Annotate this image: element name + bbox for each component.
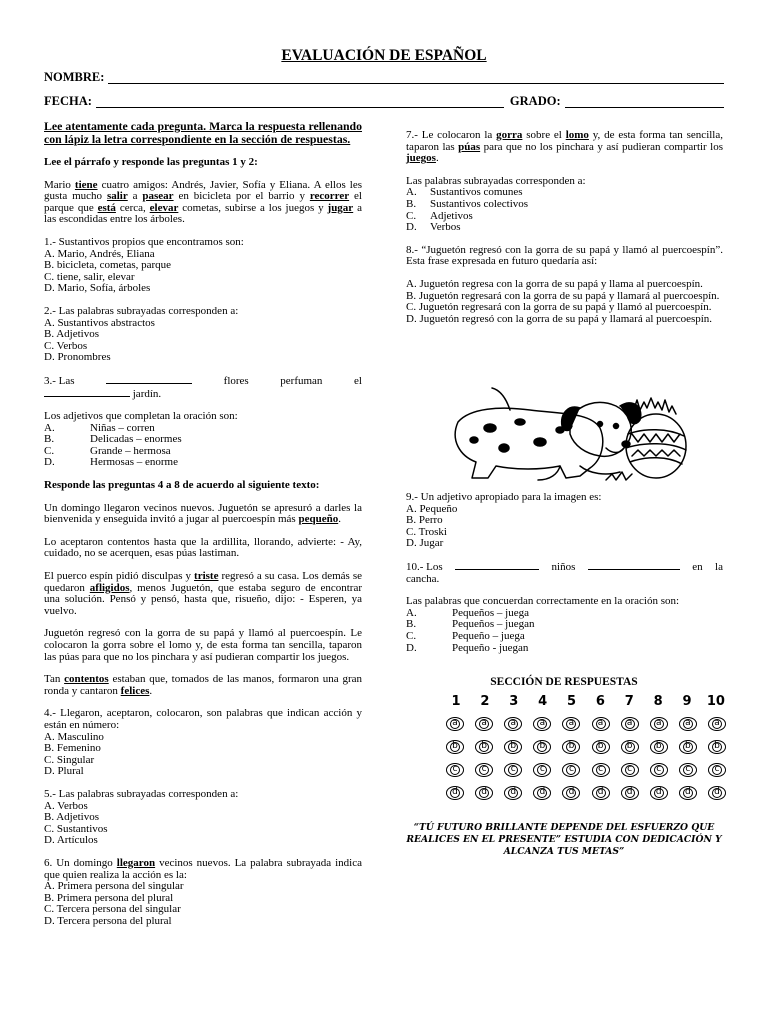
answer-bubble[interactable] xyxy=(446,717,464,731)
answer-row-d xyxy=(442,786,732,800)
answer-bubble[interactable] xyxy=(475,717,493,731)
q9-option: A. Pequeño xyxy=(406,502,458,515)
q7-option: B. Sustantivos colectivos xyxy=(406,197,529,210)
q10-stem: Las palabras que concuerdan correctamente en la oración son: xyxy=(406,595,680,608)
question-number: 10 xyxy=(706,694,725,709)
answer-bubble-letter: c xyxy=(537,765,547,775)
answer-bubble-letter: a xyxy=(625,719,635,729)
answer-bubble[interactable] xyxy=(446,786,464,800)
instructions: Lee atentamente cada pregunta. Marca la respuesta rellenando con lápiz la letra correspondiente en la sección de respuestas. xyxy=(44,119,362,146)
q1-option: B. bicicleta, cometas, parque xyxy=(44,259,172,272)
paragraph1: Mario tiene cuatro amigos: Andrés, Javier, Sofía y Eliana. A ellos les gusta mucho salir a pasear en bicicleta por el barrio y recorrer el parque que está cerca, elevar cometas, subirse a los juegos y jugar a las escondidas entre los árboles. xyxy=(44,178,362,226)
story-paragraph: El puerco espín pidió disculpas y triste regresó a su casa. Los demás se quedaron afligidos, menos Juguetón, que estaba seguro de encontrar una solución. Pensó y pensó, hasta que, risueño, dijo: - Esperen, ya vuelvo. xyxy=(44,570,362,617)
answer-bubble-letter: b xyxy=(537,742,547,752)
q10-option: B. Pequeños – juegan xyxy=(406,618,535,631)
q1-option: D. Mario, Sofía, árboles xyxy=(44,282,151,295)
answer-bubble-letter: d xyxy=(683,788,693,798)
q3-stem: Los adjetivos que completan la oración son: xyxy=(44,410,238,423)
answer-bubble-letter: b xyxy=(450,742,460,752)
answer-bubble[interactable] xyxy=(679,763,697,777)
q5-option: C. Sustantivos xyxy=(44,822,108,835)
answer-bubble[interactable] xyxy=(592,717,610,731)
q3-blank-2[interactable] xyxy=(44,388,130,397)
answer-row-b xyxy=(442,740,732,754)
q6-option: C. Tercera persona del singular xyxy=(44,903,181,916)
q1-option: A. Mario, Andrés, Eliana xyxy=(44,247,155,260)
answer-bubble-letter: b xyxy=(712,742,722,752)
q3-option: B. Delicadas – enormes xyxy=(44,433,182,446)
left-column: Lee atentamente cada pregunta. Marca la respuesta rellenando con lápiz la letra correspondiente en la sección de respuestas. Lee el párrafo y responde las preguntas 1 y 2: Mario tiene cuatro amigos: Andrés, Javier, Sofía y Eliana. A ellos les gusta mucho salir a pasear en bicicleta por el barrio y recorrer el parque que está cerca, elevar cometas, subirse a los juegos y jugar a las escondidas entre los árboles. 1.- Sustantivos propios que encontramos son: A. Mario, Andrés, Eliana B. bicicleta, cometas, parque C. tiene, salir, elevar D. Mario, Sofía, árboles 2.- Las palabras subrayadas corresponden a: A. Sustantivos abstractos B. Adjetivos C. Verbos D. Pronombres 3.- Las flores perfuman el jardín. Los adjetivos que completan la oración son: A. Niñas – corren B. Delicadas – enormes C. Grande – hermosa D. Hermosas – enorme Responde las preguntas 4 a 8 de acuerdo al siguiente texto: Un domingo llegaron vecinos nuevos. Juguetón se apresuró a darles la bienvenida y enseguida invitó a jugar al puercoespín más pequeño. Lo aceptaron contentos hasta que la ardillita, llorando, advierte: - Ay, cuidado, no se acerquen, esas púas lastiman. El puerco espín pidió disculpas y triste regresó a su casa. Los demás se quedaron afligidos, menos Juguetón, que estaba seguro de encontrar una solución. Pensó y pensó, hasta que, risueño, dijo: - Esperen, ya vuelvo. Juguetón regresó con la gorra de su papá y llamó al puercoespín. Le colocaron la gorra sobre el lomo y, de esta forma tan sencilla, taparon las púas para que no los pinchara y así pudieran compartir los juegos. Tan contentos estaban que, tomados de las manos, formaron una gran ronda y cantaron felices. 4.- Llegaron, aceptaron, colocaron, son palabras que indican acción y están en número: A. Masculino B. Femenino C. Singular D. Plural 5.- Las palabras subrayadas corresponden a: A. Verbos B. Adjetivos C. Sustantivos D. Artículos 6. Un domingo llegaron vecinos nuevos. La palabra subrayada indica que quien realiza la acción es la: A. Primera persona del singular B. Primera persona del plural C. Tercera persona del singular D. Tercera persona del plural xyxy=(44,119,363,927)
answer-bubble-letter: c xyxy=(566,765,576,775)
answer-bubble-letter: c xyxy=(712,765,722,775)
answer-bubble-letter: a xyxy=(450,719,460,729)
answer-bubble-letter: a xyxy=(712,719,722,729)
q10-sentence-end: cancha. xyxy=(406,572,440,585)
answer-bubble-letter: a xyxy=(508,719,518,729)
question-number: 4 xyxy=(538,694,548,709)
answer-bubble-letter: c xyxy=(654,765,664,775)
q10-sentence: 10.- Los niños en la xyxy=(406,560,723,573)
q3-option: C. Grande – hermosa xyxy=(44,444,171,457)
answer-bubble[interactable] xyxy=(592,740,610,754)
q3-option: D. Hermosas – enorme xyxy=(44,456,178,469)
answer-bubble[interactable] xyxy=(592,763,610,777)
q10-blank-1[interactable] xyxy=(455,561,539,570)
q4-option: A. Masculino xyxy=(44,730,104,743)
date-label: FECHA: xyxy=(44,94,92,108)
q4-stem: 4.- Llegaron, aceptaron, colocaron, son palabras que indican acción y están en número: xyxy=(44,707,362,731)
q8-option: D. Juguetón regresó con la gorra de su papá y llamará al puercoespín. xyxy=(406,312,713,325)
q8-option: C. Juguetón regresará con la gorra de su papá y llamó al puercoespín. xyxy=(406,301,712,314)
answer-bubble-letter: b xyxy=(625,742,635,752)
answer-bubble[interactable] xyxy=(562,740,580,754)
answer-bubble-letter: a xyxy=(596,719,606,729)
page-title: EVALUACIÓN DE ESPAÑOL xyxy=(281,47,487,64)
q8-option: B. Juguetón regresará con la gorra de su papá y llamará al puercoespín. xyxy=(406,289,720,302)
answer-bubble-letter: d xyxy=(508,788,518,798)
q10-blank-2[interactable] xyxy=(588,561,680,570)
answer-bubble-letter: a xyxy=(479,719,489,729)
answer-bubble[interactable] xyxy=(650,740,668,754)
answer-bubble-letter: b xyxy=(479,742,489,752)
question-number: 5 xyxy=(566,694,577,709)
answer-bubble[interactable] xyxy=(562,763,580,777)
answer-bubble[interactable] xyxy=(446,740,464,754)
q7-substem: Las palabras subrayadas corresponden a: xyxy=(406,174,586,187)
q2-option: C. Verbos xyxy=(44,339,88,352)
q10-option: C. Pequeño – juega xyxy=(406,629,525,642)
answers-title: SECCIÓN DE RESPUESTAS xyxy=(490,676,638,688)
name-label: NOMBRE: xyxy=(44,70,105,84)
answer-bubble-letter: c xyxy=(625,765,635,775)
answer-bubble[interactable] xyxy=(533,763,551,777)
answer-bubble-letter: d xyxy=(596,788,606,798)
q7-option: A. Sustantivos comunes xyxy=(406,186,523,199)
q2-option: D. Pronombres xyxy=(44,351,111,364)
q8-stem: 8.- “Juguetón regresó con la gorra de su papá y llamó al puercoespín”. Esta frase expresada en futuro quedaría así: xyxy=(406,243,723,268)
q6-option: A. Primera persona del singular xyxy=(44,880,184,893)
answer-bubble[interactable] xyxy=(708,786,726,800)
answer-bubble[interactable] xyxy=(679,717,697,731)
answer-bubble-letter: c xyxy=(479,765,489,775)
q5-option: A. Verbos xyxy=(44,799,88,812)
name-field xyxy=(44,72,724,84)
q9-option: C. Troski xyxy=(406,525,447,538)
answer-bubble[interactable] xyxy=(679,786,697,800)
q9-option: D. Jugar xyxy=(406,537,444,550)
q1-option: C. tiene, salir, elevar xyxy=(44,270,135,283)
q6-option: B. Primera persona del plural xyxy=(44,891,174,904)
answer-bubble-letter: c xyxy=(508,765,518,775)
answer-bubble-letter: c xyxy=(450,765,460,775)
answer-bubble-letter: d xyxy=(450,788,460,798)
answer-row-c xyxy=(442,763,732,777)
q7-option: D. Verbos xyxy=(406,221,461,234)
story-paragraph: Lo aceptaron contentos hasta que la ardillita, llorando, advierte: - Ay, cuidado, no se acerquen, esas púas lastiman. xyxy=(44,535,362,560)
answer-bubble[interactable] xyxy=(475,786,493,800)
answer-bubble[interactable] xyxy=(533,786,551,800)
puppy-illustration xyxy=(430,386,692,486)
q4-option: C. Singular xyxy=(44,753,95,766)
answer-bubble[interactable] xyxy=(708,763,726,777)
answer-bubble-letter: a xyxy=(654,719,664,729)
answer-bubble[interactable] xyxy=(475,740,493,754)
answer-bubble-letter: c xyxy=(683,765,693,775)
answer-bubble[interactable] xyxy=(650,717,668,731)
question-number: 6 xyxy=(595,694,605,709)
answer-bubble-letter: b xyxy=(654,742,664,752)
answer-bubble[interactable] xyxy=(533,717,551,731)
answer-bubble-letter: b xyxy=(566,742,576,752)
grade-line[interactable] xyxy=(565,97,724,108)
q4-option: D. Plural xyxy=(44,765,84,778)
grade-label: GRADO: xyxy=(509,94,561,108)
answer-bubble[interactable] xyxy=(650,763,668,777)
paragraph2-heading: Responde las preguntas 4 a 8 de acuerdo al siguiente texto: xyxy=(44,479,320,492)
q10-option: D. Pequeño - juegan xyxy=(406,641,529,654)
q6-option: D. Tercera persona del plural xyxy=(44,914,172,927)
answer-bubble-letter: d xyxy=(537,788,547,798)
answer-bubble[interactable] xyxy=(562,786,580,800)
answer-bubble[interactable] xyxy=(504,763,522,777)
right-column xyxy=(406,130,723,325)
story-paragraph: Juguetón regresó con la gorra de su papá y llamó al puercoespín. Le colocaron la gorra sobre el lomo y, de esta forma tan sencilla, taparon las púas para que no los pinchara y así pudieran compartir los juegos. xyxy=(44,627,362,663)
q2-option: A. Sustantivos abstractos xyxy=(44,316,155,329)
answer-bubble[interactable] xyxy=(592,786,610,800)
question-number: 3 xyxy=(509,694,519,709)
q7-option: C. Adjetivos xyxy=(406,209,473,222)
answer-bubble-letter: b xyxy=(683,742,693,752)
answer-bubble[interactable] xyxy=(650,786,668,800)
answer-bubble-letter: a xyxy=(537,719,547,729)
answer-row-a xyxy=(442,717,732,731)
question-number: 2 xyxy=(480,694,490,709)
answer-bubble-letter: c xyxy=(596,765,606,775)
answer-bubble[interactable] xyxy=(562,717,580,731)
q5-stem: 5.- Las palabras subrayadas corresponden a: xyxy=(44,787,239,800)
motto: “TÚ FUTURO BRILLANTE DEPENDE DEL ESFUERZO QUE REALICES EN EL PRESENTE” ESTUDIA CON DEDICACIÓN Y ALCANZA TUS METAS” xyxy=(406,822,722,857)
name-line[interactable] xyxy=(108,73,724,84)
answer-bubble[interactable] xyxy=(621,786,639,800)
question-number: 1 xyxy=(451,694,461,709)
answer-bubble-letter: d xyxy=(712,788,722,798)
question-number: 9 xyxy=(682,694,692,709)
answer-bubble[interactable] xyxy=(504,717,522,731)
q4-option: B. Femenino xyxy=(44,742,101,755)
answer-bubble-letter: d xyxy=(566,788,576,798)
answer-bubble[interactable] xyxy=(504,786,522,800)
story-paragraph: Un domingo llegaron vecinos nuevos. Juguetón se apresuró a darles la bienvenida y enseguida invitó a jugar al puercoespín más pequeño. xyxy=(44,501,362,526)
q9-stem: 9.- Un adjetivo apropiado para la imagen es: xyxy=(406,491,602,503)
q9-option: B. Perro xyxy=(406,514,443,527)
q5-option: D. Artículos xyxy=(44,834,98,847)
answer-bubble[interactable] xyxy=(475,763,493,777)
q3-sentence: 3.- Las flores perfuman el xyxy=(44,374,362,387)
answer-bubble[interactable] xyxy=(708,740,726,754)
question-number: 8 xyxy=(653,694,663,709)
answer-bubble[interactable] xyxy=(621,717,639,731)
answer-bubble[interactable] xyxy=(621,740,639,754)
date-grade-field xyxy=(44,96,724,108)
answer-bubble-letter: a xyxy=(566,719,576,729)
answer-bubble-letter: b xyxy=(508,742,518,752)
answer-bubble-letter: d xyxy=(625,788,635,798)
answer-bubble[interactable] xyxy=(708,717,726,731)
answer-bubble[interactable] xyxy=(446,763,464,777)
q2-option: B. Adjetivos xyxy=(44,328,100,341)
question-number: 7 xyxy=(624,694,634,709)
answer-bubble[interactable] xyxy=(679,740,697,754)
q1-stem: 1.- Sustantivos propios que encontramos son: xyxy=(44,235,244,248)
answer-bubble-letter: d xyxy=(479,788,489,798)
answer-bubble-letter: b xyxy=(596,742,606,752)
q10-option: A. Pequeños – juega xyxy=(406,606,529,619)
story-paragraph: Tan contentos estaban que, tomados de las manos, formaron una gran ronda y cantaron felices. xyxy=(44,673,362,697)
answer-bubble-letter: d xyxy=(654,788,664,798)
right-column-lower xyxy=(406,492,723,654)
question-number-row xyxy=(442,696,732,708)
answer-bubble[interactable] xyxy=(504,740,522,754)
q3-option: A. Niñas – corren xyxy=(44,421,155,434)
q6-stem: 6. Un domingo llegaron vecinos nuevos. La palabra subrayada indica que quien realiza la acción es la: xyxy=(44,856,363,881)
answer-bubble[interactable] xyxy=(533,740,551,754)
q5-option: B. Adjetivos xyxy=(44,811,100,824)
q2-stem: 2.- Las palabras subrayadas corresponden a: xyxy=(44,304,239,317)
q3-blank-1[interactable] xyxy=(106,375,192,384)
answer-bubble-letter: a xyxy=(683,719,693,729)
answer-bubble[interactable] xyxy=(621,763,639,777)
q8-option: A. Juguetón regresa con la gorra de su papá y llama al puercoespín. xyxy=(406,277,703,290)
date-line[interactable] xyxy=(96,97,504,108)
paragraph1-heading: Lee el párrafo y responde las preguntas 1 y 2: xyxy=(44,156,258,168)
q7-stem: 7.- Le colocaron la gorra sobre el lomo y, de esta forma tan sencilla, taparon las púas para que no los pinchara y así pudieran compartir los juegos. xyxy=(406,129,724,165)
answer-grid xyxy=(442,696,732,800)
